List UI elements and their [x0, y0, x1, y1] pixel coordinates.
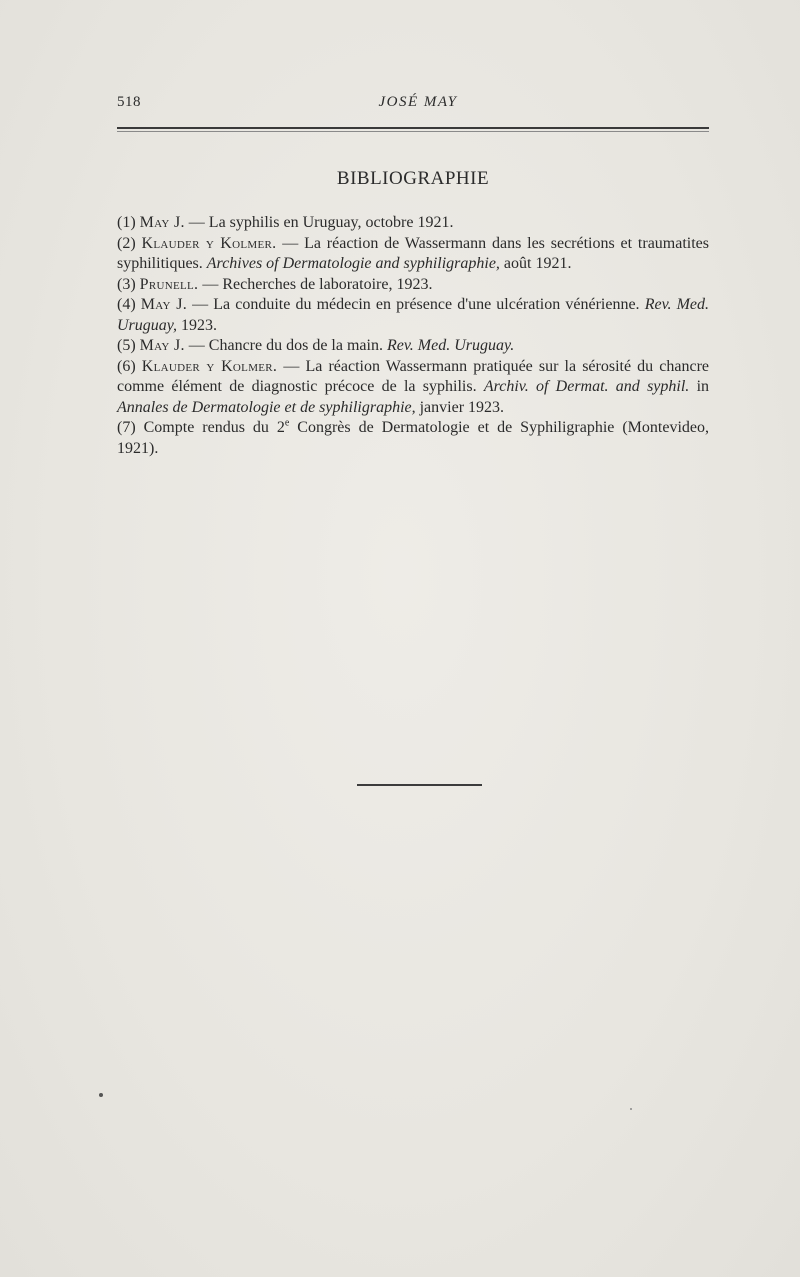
- end-rule: [357, 784, 482, 786]
- entry-journal: Rev. Med. Uruguay,: [117, 296, 710, 334]
- bibliography-entry-4: [117, 295, 709, 336]
- entry-date: janvier 1923.: [419, 398, 505, 416]
- entry-number: (1): [117, 214, 136, 231]
- entry-author: May J.: [140, 296, 188, 313]
- entry-superscript: e: [284, 417, 290, 429]
- entry-text-cont: Congrès de Dermatologie et de Syphiligraphie (Montevideo, 1921).: [117, 419, 709, 457]
- running-head: [117, 94, 709, 116]
- entry-number: (6): [117, 357, 136, 375]
- entry-journal-2: Annales de Dermatologie et de syphiligraphie,: [117, 398, 416, 416]
- entry-journal: Archiv. of Dermat. and syphil.: [483, 378, 690, 395]
- entry-separator: —: [184, 214, 209, 231]
- header-rule: [117, 127, 709, 129]
- entry-number: (5): [117, 337, 136, 354]
- entry-text: Chancre du dos de la main.: [208, 337, 383, 354]
- entry-text: La conduite du médecin en présence d'une ulcération vénérienne.: [213, 296, 640, 313]
- entry-journal: Rev. Med. Uruguay.: [386, 337, 515, 354]
- entry-journal: Archives of Dermatologie and syphiligraphie,: [206, 255, 500, 272]
- entry-author: Klauder y Kolmer.: [141, 357, 278, 375]
- entry-separator: —: [187, 296, 214, 313]
- section-title: BIBLIOGRAPHIE: [336, 168, 490, 189]
- entry-separator: —: [276, 234, 305, 252]
- bibliography-entry-5: [117, 336, 709, 357]
- bibliography-entry-7: [117, 418, 709, 459]
- entry-number: (3): [117, 275, 136, 293]
- running-title: JOSÉ MAY: [378, 94, 458, 110]
- entry-number: (7): [117, 419, 136, 436]
- entry-text: Recherches de laboratoire, 1923.: [222, 275, 433, 293]
- entry-author: Prunell.: [139, 275, 199, 293]
- bibliography-entry-6: [117, 357, 709, 419]
- header-rule-thin: [117, 131, 709, 132]
- entry-author: May J.: [139, 337, 185, 354]
- entry-separator: —: [277, 357, 306, 375]
- entry-number: (2): [117, 234, 136, 252]
- entry-text: Compte rendus du 2: [143, 419, 285, 436]
- entry-author: May J.: [139, 214, 185, 231]
- entry-author: Klauder y Kolmer.: [141, 234, 277, 252]
- entry-separator: —: [184, 337, 209, 354]
- bibliography-entry-3: [117, 275, 709, 296]
- bibliography-entry-2: [117, 234, 709, 275]
- bibliography-list: [117, 213, 709, 459]
- entry-connector: in: [696, 378, 710, 395]
- entry-date: août 1921.: [503, 255, 572, 272]
- entry-text: La réaction Wassermann pratiquée sur la sérosité du chancre comme élément de diagnostic précoce de la syphilis.: [117, 357, 710, 395]
- entry-number: (4): [117, 296, 136, 313]
- print-speck: [630, 1108, 632, 1110]
- print-speck: [99, 1093, 103, 1097]
- entry-separator: —: [198, 275, 223, 293]
- entry-text: La syphilis en Uruguay, octobre 1921.: [208, 214, 454, 231]
- page-number: 518: [117, 94, 141, 110]
- entry-date: 1923.: [181, 316, 217, 334]
- entry-text: La réaction de Wassermann dans les secrétions et traumatites syphilitiques.: [117, 234, 710, 272]
- bibliography-entry-1: [117, 213, 709, 234]
